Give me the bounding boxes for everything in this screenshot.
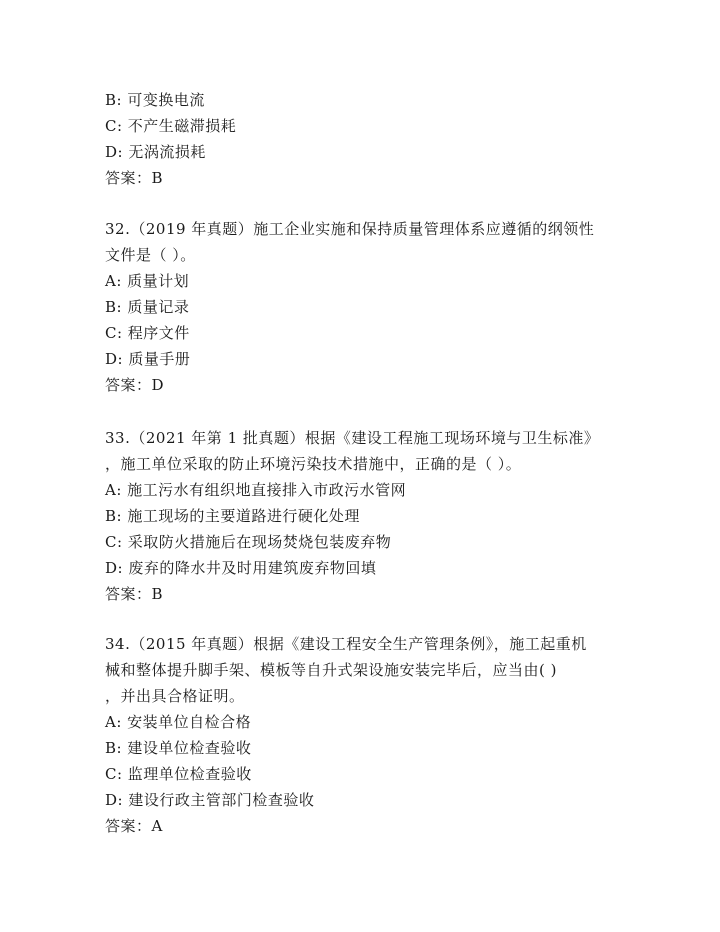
option-c-line: C: 程序文件: [105, 324, 190, 342]
option-d-line: D: 质量手册: [105, 350, 191, 368]
option-d-line: D: 无涡流损耗: [105, 143, 206, 161]
option-a-line: A: 质量计划: [105, 272, 190, 290]
question-32-line-2: 文件是（ ）。: [105, 246, 196, 264]
option-b-line: B: 质量记录: [105, 298, 190, 316]
option-d-line: D: 建设行政主管部门检查验收: [105, 791, 315, 809]
option-a-line: A: 安装单位自检合格: [105, 713, 252, 731]
question-34-line-1: 34.（2015 年真题）根据《建设工程安全生产管理条例》，施工起重机: [105, 635, 587, 653]
answer-line: 答案：B: [105, 585, 164, 603]
option-c-line: C: 监理单位检查验收: [105, 765, 252, 783]
option-b-line: B: 建设单位检查验收: [105, 739, 252, 757]
option-c-line: C: 不产生磁滞损耗: [105, 117, 237, 135]
question-33-line-1: 33.（2021 年第 1 批真题）根据《建设工程施工现场环境与卫生标准》: [105, 429, 600, 447]
option-a-line: A: 施工污水有组织地直接排入市政污水管网: [105, 481, 407, 499]
question-33-line-2: ，施工单位采取的防止环境污染技术措施中，正确的是（ ）。: [105, 455, 522, 473]
option-b-line: B: 施工现场的主要道路进行硬化处理: [105, 507, 360, 525]
option-b-line: B: 可变换电流: [105, 91, 205, 109]
answer-line: 答案：A: [105, 817, 163, 835]
question-34-line-3: ，并出具合格证明。: [105, 687, 245, 705]
option-c-line: C: 采取防火措施后在现场焚烧包装废弃物: [105, 533, 392, 551]
answer-line: 答案：D: [105, 376, 165, 394]
question-34-line-2: 械和整体提升脚手架、模板等自升式架设施安装完毕后，应当由( ): [105, 661, 557, 679]
answer-line: 答案：B: [105, 169, 164, 187]
option-d-line: D: 废弃的降水井及时用建筑废弃物回填: [105, 559, 377, 577]
question-32-line-1: 32.（2019 年真题）施工企业实施和保持质量管理体系应遵循的纲领性: [105, 220, 595, 238]
